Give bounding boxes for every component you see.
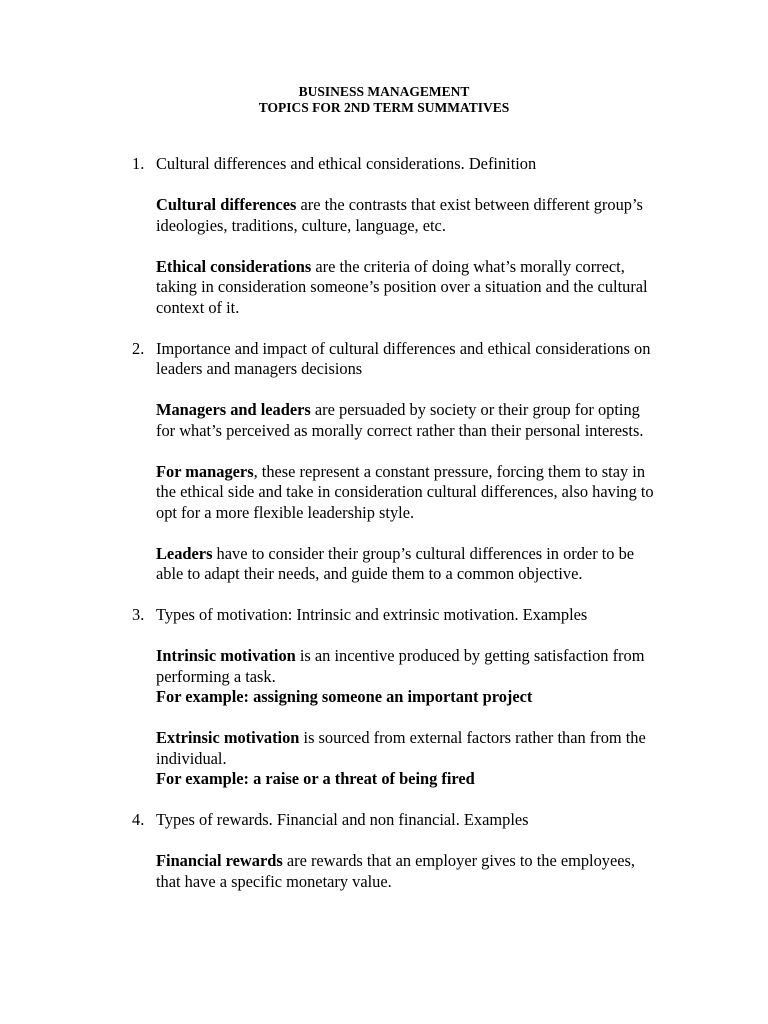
- header-subtitle: TOPICS FOR 2ND TERM SUMMATIVES: [258, 100, 510, 115]
- term: Financial rewards: [156, 851, 283, 870]
- term: Managers and leaders: [156, 400, 311, 419]
- topic-number: 3.: [132, 605, 145, 624]
- header-title: BUSINESS MANAGEMENT: [298, 84, 470, 99]
- document-body: [132, 154, 662, 892]
- definition-paragraph: [156, 257, 662, 319]
- topic-title: Types of rewards. Financial and non financial. Examples: [156, 810, 529, 829]
- topic-number: 1.: [132, 154, 145, 173]
- term: Leaders: [156, 543, 213, 563]
- topic-title: Types of motivation: Intrinsic and extrinsic motivation. Examples: [156, 605, 588, 624]
- topic-number: 4.: [132, 810, 145, 829]
- topic-2: [132, 339, 662, 380]
- definition-paragraph: [156, 646, 662, 687]
- term: Ethical considerations: [156, 256, 312, 276]
- definition-paragraph: [156, 544, 662, 585]
- document-header: [0, 84, 768, 116]
- definition-text: have to consider their group’s cultural differences in order to be able to adapt their needs, and guide them to a common objective.: [156, 543, 635, 583]
- topic-4: [132, 810, 662, 831]
- definition-paragraph: [156, 400, 662, 441]
- term: Cultural differences: [156, 195, 297, 214]
- definition-text: are persuaded by society or their group for opting for what’s perceived as morally correct rather than their personal interests.: [156, 400, 644, 440]
- topic-title: Importance and impact of cultural differences and ethical considerations on leaders and managers decisions: [156, 338, 651, 378]
- definition-text: are rewards that an employer gives to the employees, that have a specific monetary value.: [156, 851, 636, 891]
- topic-number: 2.: [132, 338, 145, 358]
- topic-title: Cultural differences and ethical considerations. Definition: [156, 154, 537, 173]
- definition-text: is an incentive produced by getting satisfaction from performing a task.: [156, 646, 645, 686]
- definition-paragraph: [156, 851, 662, 892]
- topic-1: [132, 154, 662, 175]
- definition-text: are the criteria of doing what’s morally correct, taking in consideration someone’s position over a situation and the cultural context of it.: [156, 256, 648, 317]
- definition-text: is sourced from external factors rather than from the individual.: [156, 728, 646, 768]
- topic-3: [132, 605, 662, 626]
- example-line: For example: assigning someone an important project: [156, 687, 533, 706]
- term: For managers: [156, 461, 254, 481]
- definition-paragraph: [156, 195, 662, 236]
- definition-text: , these represent a constant pressure, forcing them to stay in the ethical side and take in consideration cultural differences, also having to opt for a more flexible leadership style.: [156, 461, 654, 522]
- definition-paragraph: [156, 462, 662, 524]
- example-line: For example: a raise or a threat of being fired: [156, 769, 475, 788]
- term: Intrinsic motivation: [156, 646, 296, 665]
- definition-paragraph: [156, 728, 662, 769]
- definition-text: are the contrasts that exist between different group’s ideologies, traditions, culture, language, etc.: [156, 195, 643, 235]
- term: Extrinsic motivation: [156, 728, 300, 747]
